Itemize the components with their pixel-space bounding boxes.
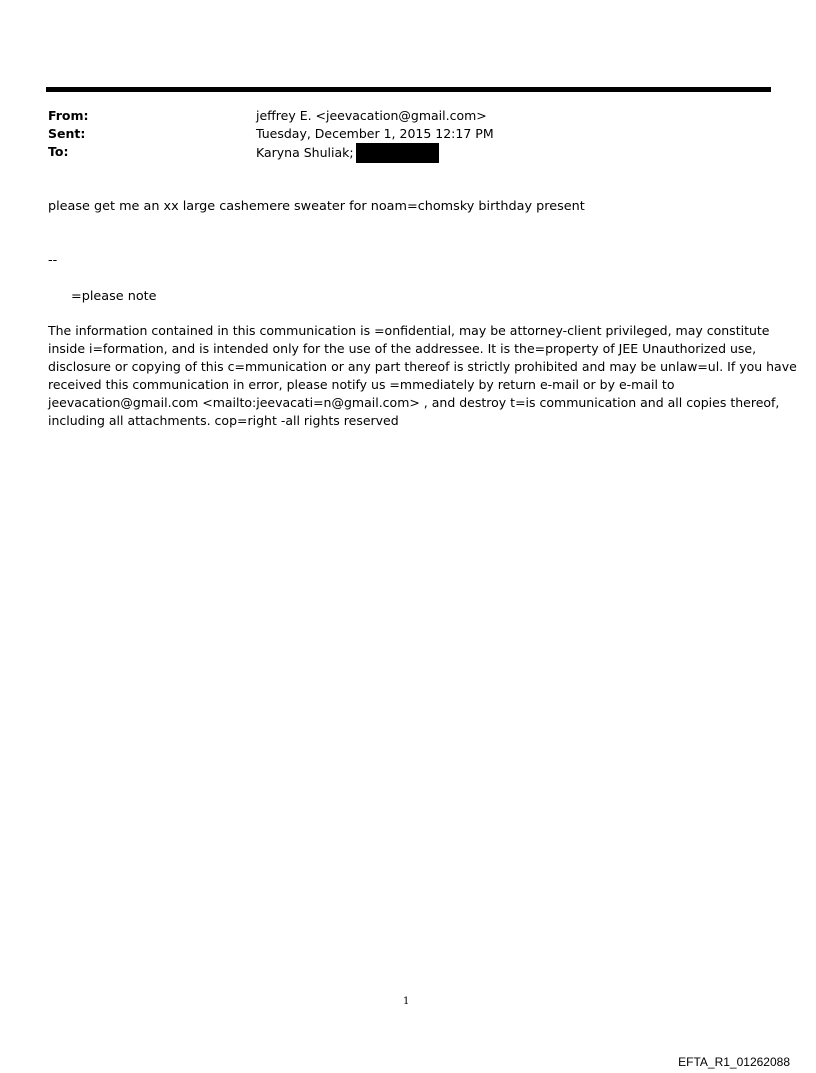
disclaimer-line: The information contained in this communication is =onfidential, may be attorney-client privileged, may constitute [48,323,770,338]
disclaimer-line: including all attachments. cop=right -all rights reserved [48,413,399,428]
signature-separator: -- [48,253,58,268]
document-id: EFTA_R1_01262088 [678,1055,790,1069]
please-note: =please note [71,289,157,304]
from-value: jeffrey E. <jeevacation@gmail.com> [256,108,487,123]
message-body: please get me an xx large cashemere sweater for noam=chomsky birthday present [48,199,585,214]
to-label: To: [48,144,69,159]
sent-label: Sent: [48,126,86,141]
page-number: 1 [403,996,410,1007]
from-label: From: [48,108,89,123]
to-field [256,143,439,163]
disclaimer-line: jeevacation@gmail.com <mailto:jeevacati=n@gmail.com> , and destroy t=is communication and all copies thereof, [48,395,780,410]
confidentiality-disclaimer [48,322,797,430]
disclaimer-line: disclosure or copying of this c=mmunication or any part thereof is strictly prohibited and may be unlaw=ul. If you have [48,359,797,374]
sent-value: Tuesday, December 1, 2015 12:17 PM [256,126,494,141]
disclaimer-line: inside i=formation, and is intended only for the use of the addressee. It is the=property of JEE Unauthorized use, [48,341,757,356]
header-divider [46,87,771,92]
disclaimer-line: received this communication in error, please notify us =mmediately by return e-mail or by e-mail to [48,377,675,392]
to-value: Karyna Shuliak; [256,145,354,160]
redaction-box [356,143,439,163]
